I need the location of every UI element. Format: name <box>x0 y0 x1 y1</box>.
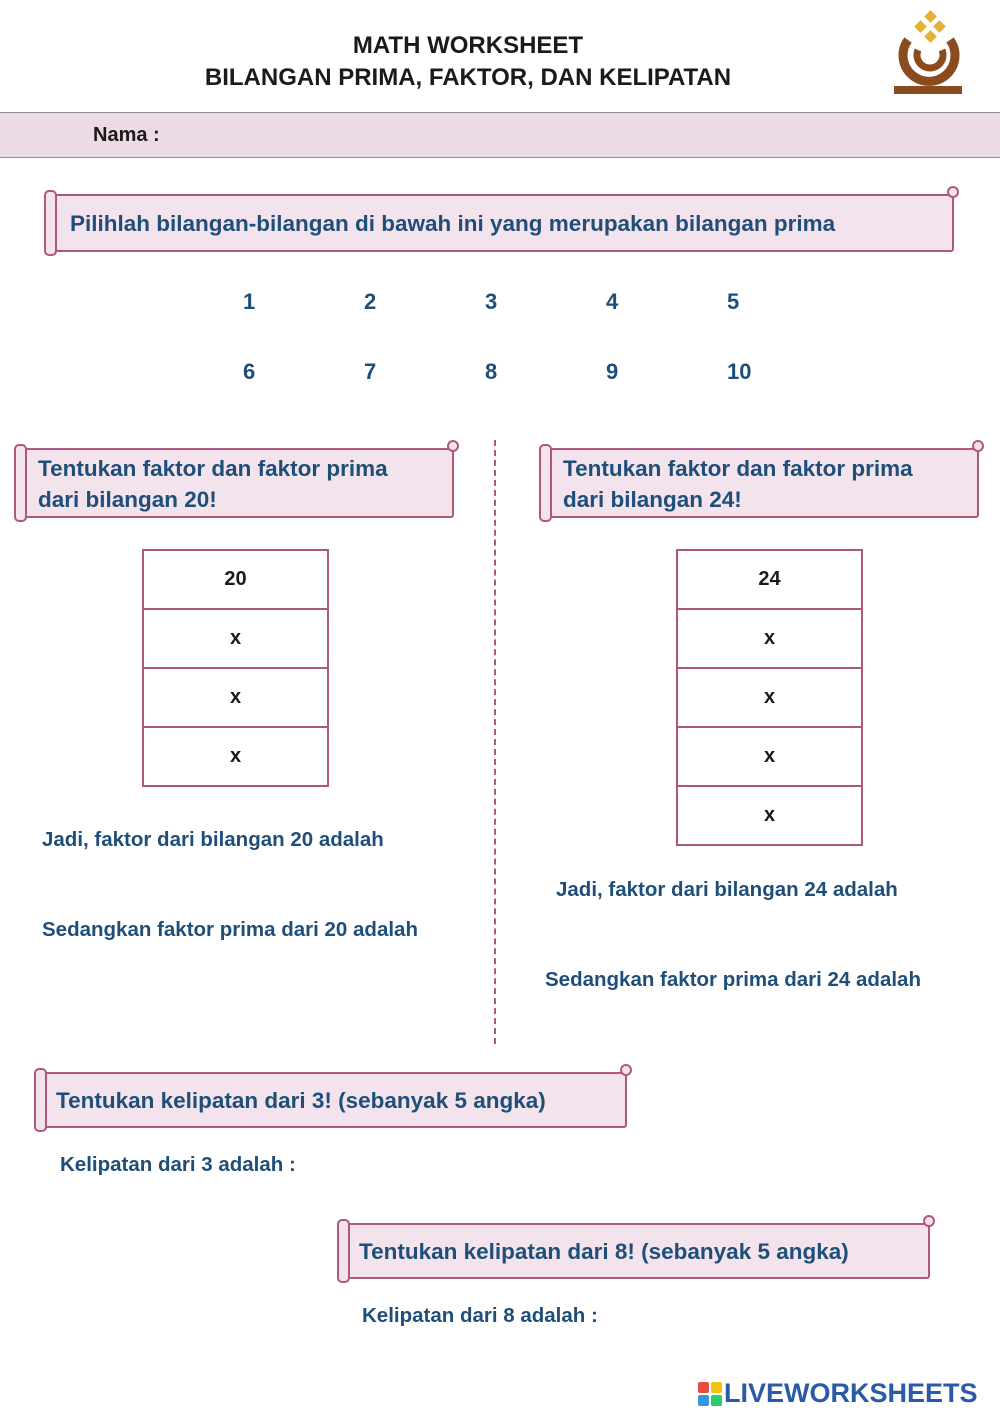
name-label: Nama : <box>93 124 160 146</box>
instruction-banner-multiples-3 <box>38 1072 627 1128</box>
instruction-banner-factors-20 <box>18 448 454 518</box>
number-option-9[interactable]: 9 <box>606 359 619 384</box>
instruction-banner-primes <box>48 194 954 252</box>
factor-cell[interactable]: x <box>143 727 328 786</box>
name-bar <box>0 112 1000 158</box>
factor-cell[interactable]: x <box>143 668 328 727</box>
answer-multiples-8: Kelipatan dari 8 adalah : <box>362 1304 598 1327</box>
instruction-multiples-3: Tentukan kelipatan dari 3! (sebanyak 5 angka) <box>56 1088 546 1113</box>
number-option-7[interactable]: 7 <box>364 359 377 384</box>
factor-cell-header: 24 <box>677 550 862 609</box>
answer-prime-factors-20: Sedangkan faktor prima dari 20 adalah <box>42 918 418 941</box>
section-divider <box>494 440 496 1044</box>
instruction-factors-24-line2: dari bilangan 24! <box>563 487 742 512</box>
instruction-primes: Pilihlah bilangan-bilangan di bawah ini yang merupakan bilangan prima <box>70 211 836 236</box>
instruction-factors-20-line2: dari bilangan 20! <box>38 487 217 512</box>
factor-cell[interactable]: x <box>677 668 862 727</box>
factor-table-24 <box>676 549 863 846</box>
factor-table-20 <box>142 549 329 787</box>
answer-factors-24: Jadi, faktor dari bilangan 24 adalah <box>556 878 898 901</box>
answer-prime-factors-24: Sedangkan faktor prima dari 24 adalah <box>545 968 921 991</box>
answer-factors-20: Jadi, faktor dari bilangan 20 adalah <box>42 828 384 851</box>
number-option-1[interactable]: 1 <box>243 289 256 314</box>
number-option-8[interactable]: 8 <box>485 359 498 384</box>
liveworksheets-logo-icon <box>698 1382 722 1406</box>
factor-cell-header: 20 <box>143 550 328 609</box>
number-option-5[interactable]: 5 <box>727 289 740 314</box>
instruction-factors-20-line1: Tentukan faktor dan faktor prima <box>38 456 388 481</box>
number-option-6[interactable]: 6 <box>243 359 256 384</box>
number-option-2[interactable]: 2 <box>364 289 377 314</box>
factor-cell[interactable]: x <box>677 727 862 786</box>
instruction-multiples-8: Tentukan kelipatan dari 8! (sebanyak 5 angka) <box>359 1239 849 1264</box>
liveworksheets-footer <box>698 1378 978 1409</box>
answer-multiples-3: Kelipatan dari 3 adalah : <box>60 1153 296 1176</box>
factor-cell[interactable]: x <box>143 609 328 668</box>
instruction-banner-factors-24 <box>543 448 979 518</box>
worksheet-subtitle: BILANGAN PRIMA, FAKTOR, DAN KELIPATAN <box>204 64 732 91</box>
school-emblem-icon <box>890 10 966 96</box>
number-option-4[interactable]: 4 <box>606 289 619 314</box>
worksheet-title: MATH WORKSHEET <box>352 32 584 59</box>
number-option-10[interactable]: 10 <box>727 359 752 384</box>
instruction-banner-multiples-8 <box>341 1223 930 1279</box>
factor-cell[interactable]: x <box>677 609 862 668</box>
number-option-3[interactable]: 3 <box>485 289 498 314</box>
liveworksheets-brand: LIVEWORKSHEETS <box>724 1378 978 1408</box>
factor-cell[interactable]: x <box>677 786 862 845</box>
instruction-factors-24-line1: Tentukan faktor dan faktor prima <box>563 456 913 481</box>
